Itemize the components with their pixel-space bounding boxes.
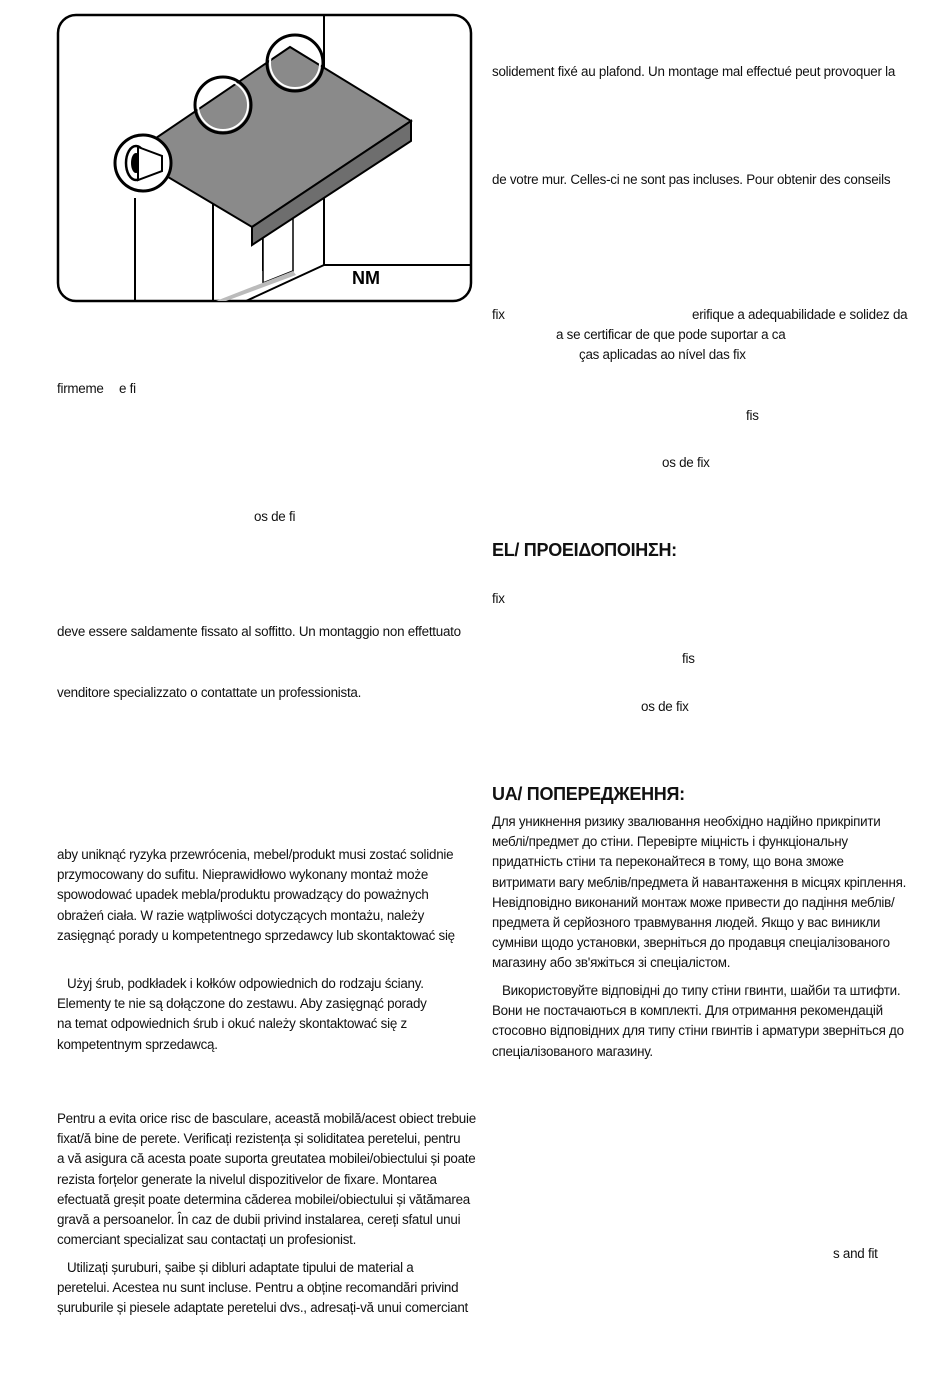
pl-p2-line: Elementy te nie są dołączone do zestawu. Aby zasięgnąć porady xyxy=(57,996,427,1012)
pl-p2-line: Użyj śrub, podkładek i kołków odpowiednich do rodzaju ściany. xyxy=(67,976,424,991)
ua-p2-line: Використовуйте відповідні до типу стіни гвинти, шайби та штифти. xyxy=(502,983,901,998)
it-line-1: deve essere saldamente fissato al soffitto. Un montaggio non effettuato xyxy=(57,624,461,639)
ua-p2-line: спеціалізованого магазину. xyxy=(492,1043,653,1059)
ro-p1-line: Pentru a evita orice risc de basculare, această mobilă/acest obiect trebuie xyxy=(57,1111,476,1126)
ro-p1-line: comerciant specializat sau contactați un profesionist. xyxy=(57,1232,357,1248)
pl-p2-line: kompetentnym sprzedawcą. xyxy=(57,1036,218,1052)
ua-p1-line: меблі/предмет до стіни. Перевірте міцність і функціональну xyxy=(492,834,848,850)
ro-p1-line: fixat/ă bine de perete. Verificați rezistența și soliditatea peretelui, pentru xyxy=(57,1131,461,1147)
ua-p1-line: Для уникнення ризику звалювання необхідно надійно прикріпити xyxy=(492,814,881,829)
ro-paragraph-1 xyxy=(57,1109,476,1250)
ua-p1-line: Невідповідно виконаний монтаж може привести до падіння меблів/ xyxy=(492,894,895,910)
ua-p2-line: стосовно відповідних для типу стіни гвинтів і арматури зверніться до xyxy=(492,1023,904,1039)
shelf-mounting-illustration xyxy=(56,13,473,303)
pl-paragraph-1 xyxy=(57,845,455,946)
el-line-2: fis xyxy=(682,651,695,666)
ro-p1-line: efectuată greșit poate determina căderea mobilei/obiectului și vătămarea xyxy=(57,1191,470,1207)
misc-fragment: s and fit xyxy=(833,1246,878,1261)
ua-p2-line: Вони не постачаються в комплекті. Для отримання рекомендацій xyxy=(492,1003,883,1019)
pt-line-4: fis xyxy=(746,408,759,423)
pl-p1-line: przymocowany do sufitu. Nieprawidłowo wykonany montaż może xyxy=(57,867,429,883)
ua-paragraph-1 xyxy=(492,812,906,974)
ua-heading: UA/ ПОПЕРЕДЖЕННЯ: xyxy=(492,784,685,804)
ro-p1-line: gravă a persoanelor. În caz de dubii privind instalarea, cereți sfatul unui xyxy=(57,1212,461,1228)
pl-p2-line: na temat odpowiednich śrub i okuć należy skontaktować się z xyxy=(57,1016,407,1032)
ua-p1-line: магазину або зв'яжіться зі спеціалістом. xyxy=(492,955,731,971)
ro-p1-line: a vă asigura că acesta poate suporta greutatea mobilei/obiectului și poate xyxy=(57,1151,476,1167)
ua-p1-line: сумніви щодо установки, зверніться до продавця спеціалізованого xyxy=(492,935,890,951)
ro-p2-line: șuruburile și piesele adaptate peretelui dvs., adresați-vă unui comerciant xyxy=(57,1300,468,1316)
pt-line-1b: erifique a adequabilidade e solidez da xyxy=(692,307,908,322)
pt-line-5: os de fix xyxy=(662,455,710,470)
left-fragment-a2: e fi xyxy=(119,381,136,396)
pl-p1-line: aby uniknąć ryzyka przewrócenia, mebel/produkt musi zostać solidnie xyxy=(57,847,454,862)
pl-paragraph-2 xyxy=(57,974,427,1055)
ro-p1-line: rezista forțelor generate la nivelul dispozitivelor de fixare. Montarea xyxy=(57,1171,437,1187)
pl-p1-line: obrażeń ciała. W razie wątpliwości dotyczących montażu, należy xyxy=(57,907,425,923)
ua-p1-line: витримати вагу меблів/предмета й навантаження в місцях кріплення. xyxy=(492,874,907,890)
ro-p2-line: Utilizați șuruburi, șaibe și dibluri adaptate tipului de material a xyxy=(67,1260,414,1275)
pt-line-2: a se certificar de que pode suportar a ca xyxy=(556,327,786,342)
ro-p2-line: peretelui. Acestea nu sunt incluse. Pentru a obține recomandări privind xyxy=(57,1280,459,1296)
fr-line-2: de votre mur. Celles-ci ne sont pas incluses. Pour obtenir des conseils xyxy=(492,172,891,187)
pl-p1-line: zasięgnąć porady u kompetentnego sprzedawcy lub skontaktować się xyxy=(57,927,455,943)
pt-line-1a: fix xyxy=(492,307,505,322)
ua-p1-line: предмета й серйозного травмування людей. Якщо у вас виникли xyxy=(492,915,881,931)
ro-paragraph-2 xyxy=(57,1258,468,1319)
ua-paragraph-2 xyxy=(492,981,904,1062)
pt-line-3: ças aplicadas ao nível das fix xyxy=(579,347,746,362)
fr-line-1: solidement fixé au plafond. Un montage mal effectué peut provoquer la xyxy=(492,64,896,79)
left-fragment-a1: firmeme xyxy=(57,381,104,396)
it-line-2: venditore specializzato o contattate un professionista. xyxy=(57,685,362,700)
signature-mark: NM xyxy=(352,268,380,288)
el-heading: EL/ ΠΡΟΕΙΔΟΠΟΙΗΣΗ: xyxy=(492,540,677,560)
el-line-1: fix xyxy=(492,591,505,606)
pl-p1-line: spowodować upadek mebla/produktu prowadzący do poważnych xyxy=(57,887,429,903)
el-line-3: os de fix xyxy=(641,699,689,714)
left-fragment-b: os de fi xyxy=(254,509,296,524)
ua-p1-line: придатність стіни та переконайтеся в тому, що вона зможе xyxy=(492,854,844,870)
